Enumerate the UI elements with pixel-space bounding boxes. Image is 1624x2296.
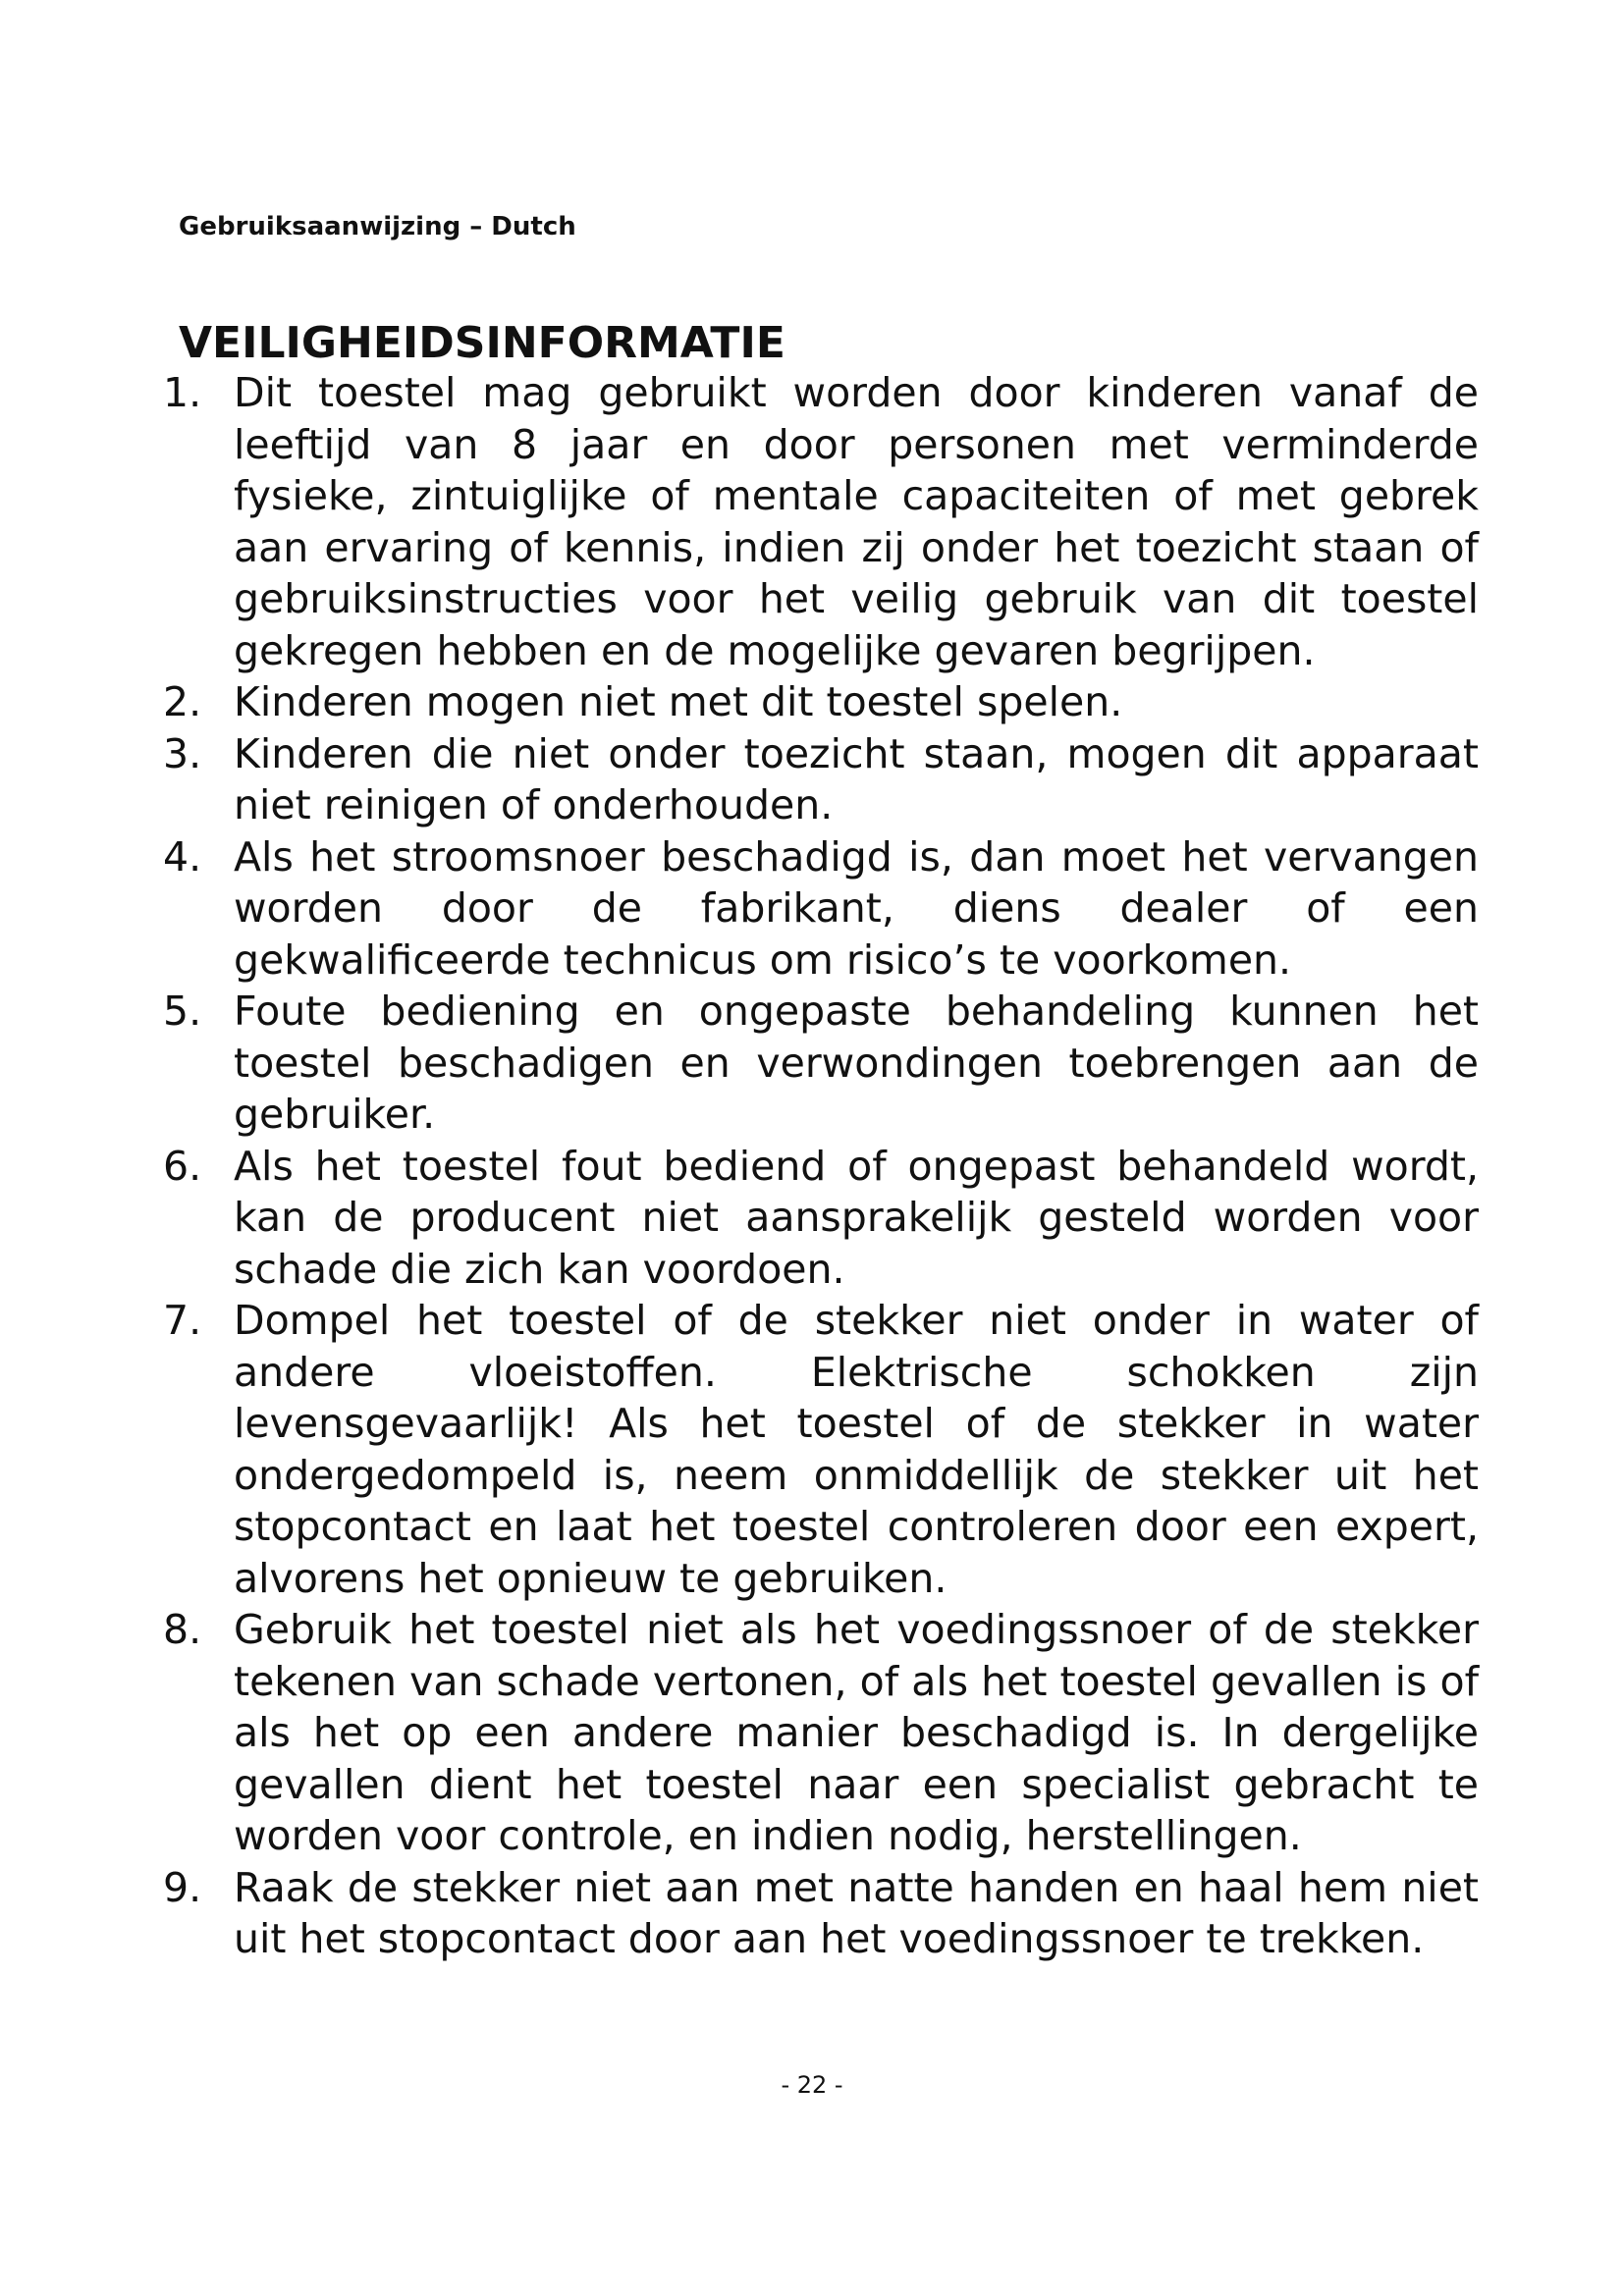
list-item bbox=[163, 1141, 1479, 1296]
list-item-number: 6. bbox=[163, 1142, 202, 1190]
page-number: - 22 - bbox=[781, 2071, 843, 2099]
list-item-number: 1. bbox=[163, 369, 202, 416]
list-item-text: Kinderen die niet onder toezicht staan, mogen dit apparaat niet reinigen of onderhouden. bbox=[234, 729, 1479, 828]
list-item-text: Gebruik het toestel niet als het voedingssnoer of de stekker tekenen van schade vertonen, of als het toestel gevallen is of als het op een andere manier beschadigd is. In dergelijke gevallen dient het toestel naar een specialist gebracht te worden voor controle, en indien nodig, herstellingen. bbox=[234, 1606, 1479, 1859]
list-item-text: Als het stroomsnoer beschadigd is, dan moet het vervangen worden door de fabrikant, diens dealer of een gekwalificeerde technicus om risico’s te voorkomen. bbox=[234, 832, 1479, 984]
list-item bbox=[163, 367, 1479, 676]
list-item bbox=[163, 986, 1479, 1141]
list-item-text: Kinderen mogen niet met dit toestel spelen. bbox=[234, 678, 1123, 725]
list-item-number: 5. bbox=[163, 988, 202, 1035]
list-item-number: 4. bbox=[163, 832, 202, 881]
list-item-number: 3. bbox=[163, 729, 202, 777]
list-item bbox=[163, 1604, 1479, 1862]
section-title: VEILIGHEIDSINFORMATIE bbox=[179, 318, 785, 368]
list-item-text: Dit toestel mag gebruikt worden door kinderen vanaf de leeftijd van 8 jaar en door personen met verminderde fysieke, zintuiglijke of mentale capaciteiten of met gebrek aan ervaring of kennis, indien zij onder het toezicht staan of gebruiksinstructies voor het veilig gebruik van dit toestel gekregen hebben en de mogelijke gevaren begrijpen. bbox=[234, 369, 1479, 674]
list-item bbox=[163, 676, 1479, 728]
list-item bbox=[163, 728, 1479, 831]
list-item-number: 8. bbox=[163, 1606, 202, 1653]
list-item-text: Als het toestel fout bediend of ongepast behandeld wordt, kan de producent niet aansprakelijk gesteld worden voor schade die zich kan voordoen. bbox=[234, 1142, 1479, 1293]
document-header-label: Gebruiksaanwijzing – Dutch bbox=[179, 212, 576, 241]
list-item bbox=[163, 1295, 1479, 1604]
list-item-text: Dompel het toestel of de stekker niet onder in water of andere vloeistoffen. Elektrische schokken zijn levensgevaarlijk! Als het toestel of de stekker in water ondergedompeld is, neem onmiddellijk de stekker uit het stopcontact en laat het toestel controleren door een expert, alvorens het opnieuw te gebruiken. bbox=[234, 1297, 1479, 1602]
safety-instructions-list bbox=[163, 367, 1479, 1965]
list-item bbox=[163, 831, 1479, 987]
list-item-text: Raak de stekker niet aan met natte handen en haal hem niet uit het stopcontact door aan het voedingssnoer te trekken. bbox=[234, 1863, 1479, 1962]
list-item-number: 7. bbox=[163, 1297, 202, 1344]
list-item-number: 2. bbox=[163, 678, 202, 725]
list-item bbox=[163, 1862, 1479, 1965]
list-item-text: Foute bediening en ongepaste behandeling kunnen het toestel beschadigen en verwondingen toebrengen aan de gebruiker. bbox=[234, 988, 1479, 1138]
list-item-number: 9. bbox=[163, 1863, 202, 1911]
